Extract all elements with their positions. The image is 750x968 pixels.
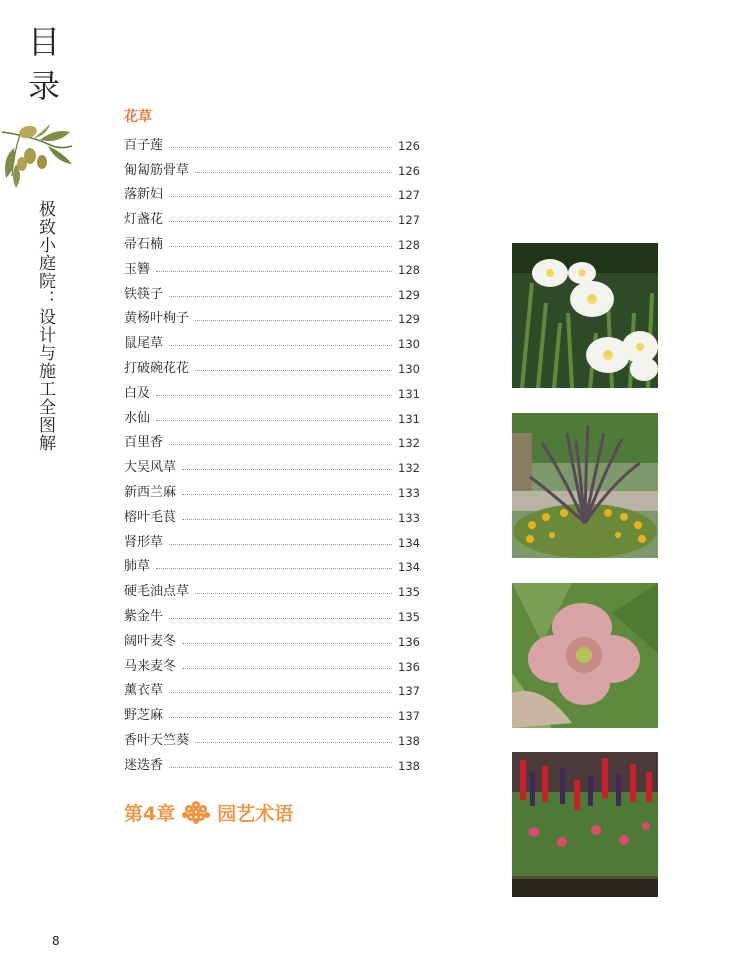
- hellebore-photo: [512, 583, 658, 728]
- salvia-planter-photo: [512, 752, 658, 897]
- flower-cluster-icon: [181, 797, 211, 827]
- toc-entry-page: 138: [398, 758, 420, 773]
- toc-entry-name: 紫金牛: [124, 608, 164, 624]
- toc-leader-dots: [169, 717, 392, 718]
- toc-leader-dots: [169, 618, 392, 619]
- toc-entry[interactable]: [124, 426, 420, 451]
- toc-entry-name: 落新妇: [124, 187, 164, 203]
- chapter-number: 第4章: [124, 802, 176, 825]
- section-label: 花草: [124, 109, 152, 125]
- toc-leader-dots: [169, 147, 392, 148]
- contents-title-char-1: 目: [28, 23, 61, 61]
- toc-entry-name: 肾形草: [124, 534, 164, 550]
- toc-entry-name: 肺草: [124, 559, 151, 575]
- toc-entry[interactable]: [124, 202, 420, 227]
- chapter-title: 园艺术语: [217, 802, 294, 825]
- toc-entry-name: 白及: [124, 385, 151, 401]
- toc-entry-name: 马来麦冬: [124, 658, 177, 674]
- toc-entry[interactable]: [124, 500, 420, 525]
- toc-leader-dots: [195, 320, 392, 321]
- toc-entry[interactable]: [124, 128, 420, 153]
- toc-entry-name: 黄杨叶栒子: [124, 311, 190, 327]
- toc-leader-dots: [156, 420, 392, 421]
- toc-leader-dots: [169, 444, 392, 445]
- toc-entry-page: 128: [398, 237, 420, 252]
- toc-entry-page: 138: [398, 733, 420, 748]
- toc-entry[interactable]: [124, 376, 420, 401]
- toc-entry[interactable]: [124, 525, 420, 550]
- toc-leader-dots: [169, 296, 392, 297]
- toc-entry-page: 135: [398, 609, 420, 624]
- toc-entry-name: 玉簪: [124, 261, 151, 277]
- toc-entry-page: 129: [398, 287, 420, 302]
- narcissus-photo: [512, 243, 658, 388]
- book-title-vertical: 极致小庭院：设计与施工全图解: [35, 200, 55, 452]
- toc-entry[interactable]: [124, 351, 420, 376]
- toc-entry[interactable]: [124, 277, 420, 302]
- toc-entry-page: 136: [398, 634, 420, 649]
- toc-entry-page: 129: [398, 312, 420, 327]
- toc-entry[interactable]: [124, 227, 420, 252]
- toc-entry[interactable]: [124, 723, 420, 748]
- toc-entry-name: 鼠尾草: [124, 336, 164, 352]
- toc-leader-dots: [169, 246, 392, 247]
- toc-entry-page: 132: [398, 436, 420, 451]
- toc-entry-page: 130: [398, 361, 420, 376]
- toc-entry-page: 127: [398, 213, 420, 228]
- toc-leader-dots: [156, 568, 392, 569]
- olive-branch-icon: [0, 118, 80, 188]
- toc-entry-name: 野芝麻: [124, 708, 164, 724]
- toc-entry-page: 137: [398, 709, 420, 724]
- toc-entry[interactable]: [124, 326, 420, 351]
- toc-leader-dots: [156, 395, 392, 396]
- toc-entry-page: 126: [398, 163, 420, 178]
- toc-entry-name: 帚石楠: [124, 236, 164, 252]
- toc-entry-name: 大吴风草: [124, 460, 177, 476]
- toc-entry-page: 131: [398, 411, 420, 426]
- toc-entry[interactable]: [124, 401, 420, 426]
- toc-entry-name: 匍匐筋骨草: [124, 162, 190, 178]
- toc-entry-page: 130: [398, 337, 420, 352]
- toc-entry-page: 133: [398, 485, 420, 500]
- toc-entry-name: 打破碗花花: [124, 360, 190, 376]
- toc-entry-page: 127: [398, 188, 420, 203]
- toc-leader-dots: [169, 196, 392, 197]
- toc-entry-name: 薰衣草: [124, 683, 164, 699]
- toc-leader-dots: [182, 469, 392, 470]
- toc-entry-page: 136: [398, 659, 420, 674]
- toc-entry-page: 128: [398, 262, 420, 277]
- chapter-heading[interactable]: [124, 797, 293, 827]
- toc-leader-dots: [169, 221, 392, 222]
- toc-entry-name: 香叶天竺葵: [124, 732, 190, 748]
- toc-entry-page: 135: [398, 585, 420, 600]
- toc-entry[interactable]: [124, 475, 420, 500]
- toc-leader-dots: [182, 519, 392, 520]
- toc-leader-dots: [169, 692, 392, 693]
- contents-title-char-2: 录: [28, 67, 61, 105]
- toc-leader-dots: [169, 767, 392, 768]
- toc-entry[interactable]: [124, 252, 420, 277]
- toc-entry[interactable]: [124, 599, 420, 624]
- toc-entry-name: 百里香: [124, 435, 164, 451]
- toc-leader-dots: [195, 370, 392, 371]
- toc-entry[interactable]: [124, 450, 420, 475]
- toc-list: [124, 128, 420, 773]
- toc-leader-dots: [195, 172, 392, 173]
- toc-entry[interactable]: [124, 698, 420, 723]
- toc-entry-page: 131: [398, 386, 420, 401]
- toc-entry-page: 134: [398, 535, 420, 550]
- toc-entry-name: 迷迭香: [124, 757, 164, 773]
- toc-entry[interactable]: [124, 624, 420, 649]
- toc-leader-dots: [156, 271, 392, 272]
- toc-entry-name: 硬毛油点草: [124, 584, 190, 600]
- toc-entry-name: 阔叶麦冬: [124, 633, 177, 649]
- toc-entry-page: 133: [398, 510, 420, 525]
- toc-leader-dots: [182, 494, 392, 495]
- toc-entry[interactable]: [124, 574, 420, 599]
- page-number: 8: [52, 934, 60, 948]
- phormium-planter-photo: [512, 413, 658, 558]
- toc-leader-dots: [182, 643, 392, 644]
- toc-entry[interactable]: [124, 674, 420, 699]
- toc-entry-name: 水仙: [124, 410, 151, 426]
- toc-entry-name: 新西兰麻: [124, 484, 177, 500]
- toc-entry-page: 126: [398, 138, 420, 153]
- toc-leader-dots: [182, 668, 392, 669]
- toc-leader-dots: [195, 742, 392, 743]
- toc-entry-name: 百子莲: [124, 137, 164, 153]
- toc-leader-dots: [169, 345, 392, 346]
- toc-entry[interactable]: [124, 302, 420, 327]
- toc-entry-name: 榕叶毛茛: [124, 509, 177, 525]
- toc-entry[interactable]: [124, 178, 420, 203]
- toc-entry-name: 铁筷子: [124, 286, 164, 302]
- toc-entry-page: 137: [398, 684, 420, 699]
- toc-entry-name: 灯盏花: [124, 212, 164, 228]
- toc-leader-dots: [195, 593, 392, 594]
- toc-leader-dots: [169, 544, 392, 545]
- toc-entry-page: 134: [398, 560, 420, 575]
- toc-entry-page: 132: [398, 461, 420, 476]
- toc-entry[interactable]: [124, 153, 420, 178]
- toc-entry[interactable]: [124, 649, 420, 674]
- toc-entry[interactable]: [124, 748, 420, 773]
- toc-entry[interactable]: [124, 550, 420, 575]
